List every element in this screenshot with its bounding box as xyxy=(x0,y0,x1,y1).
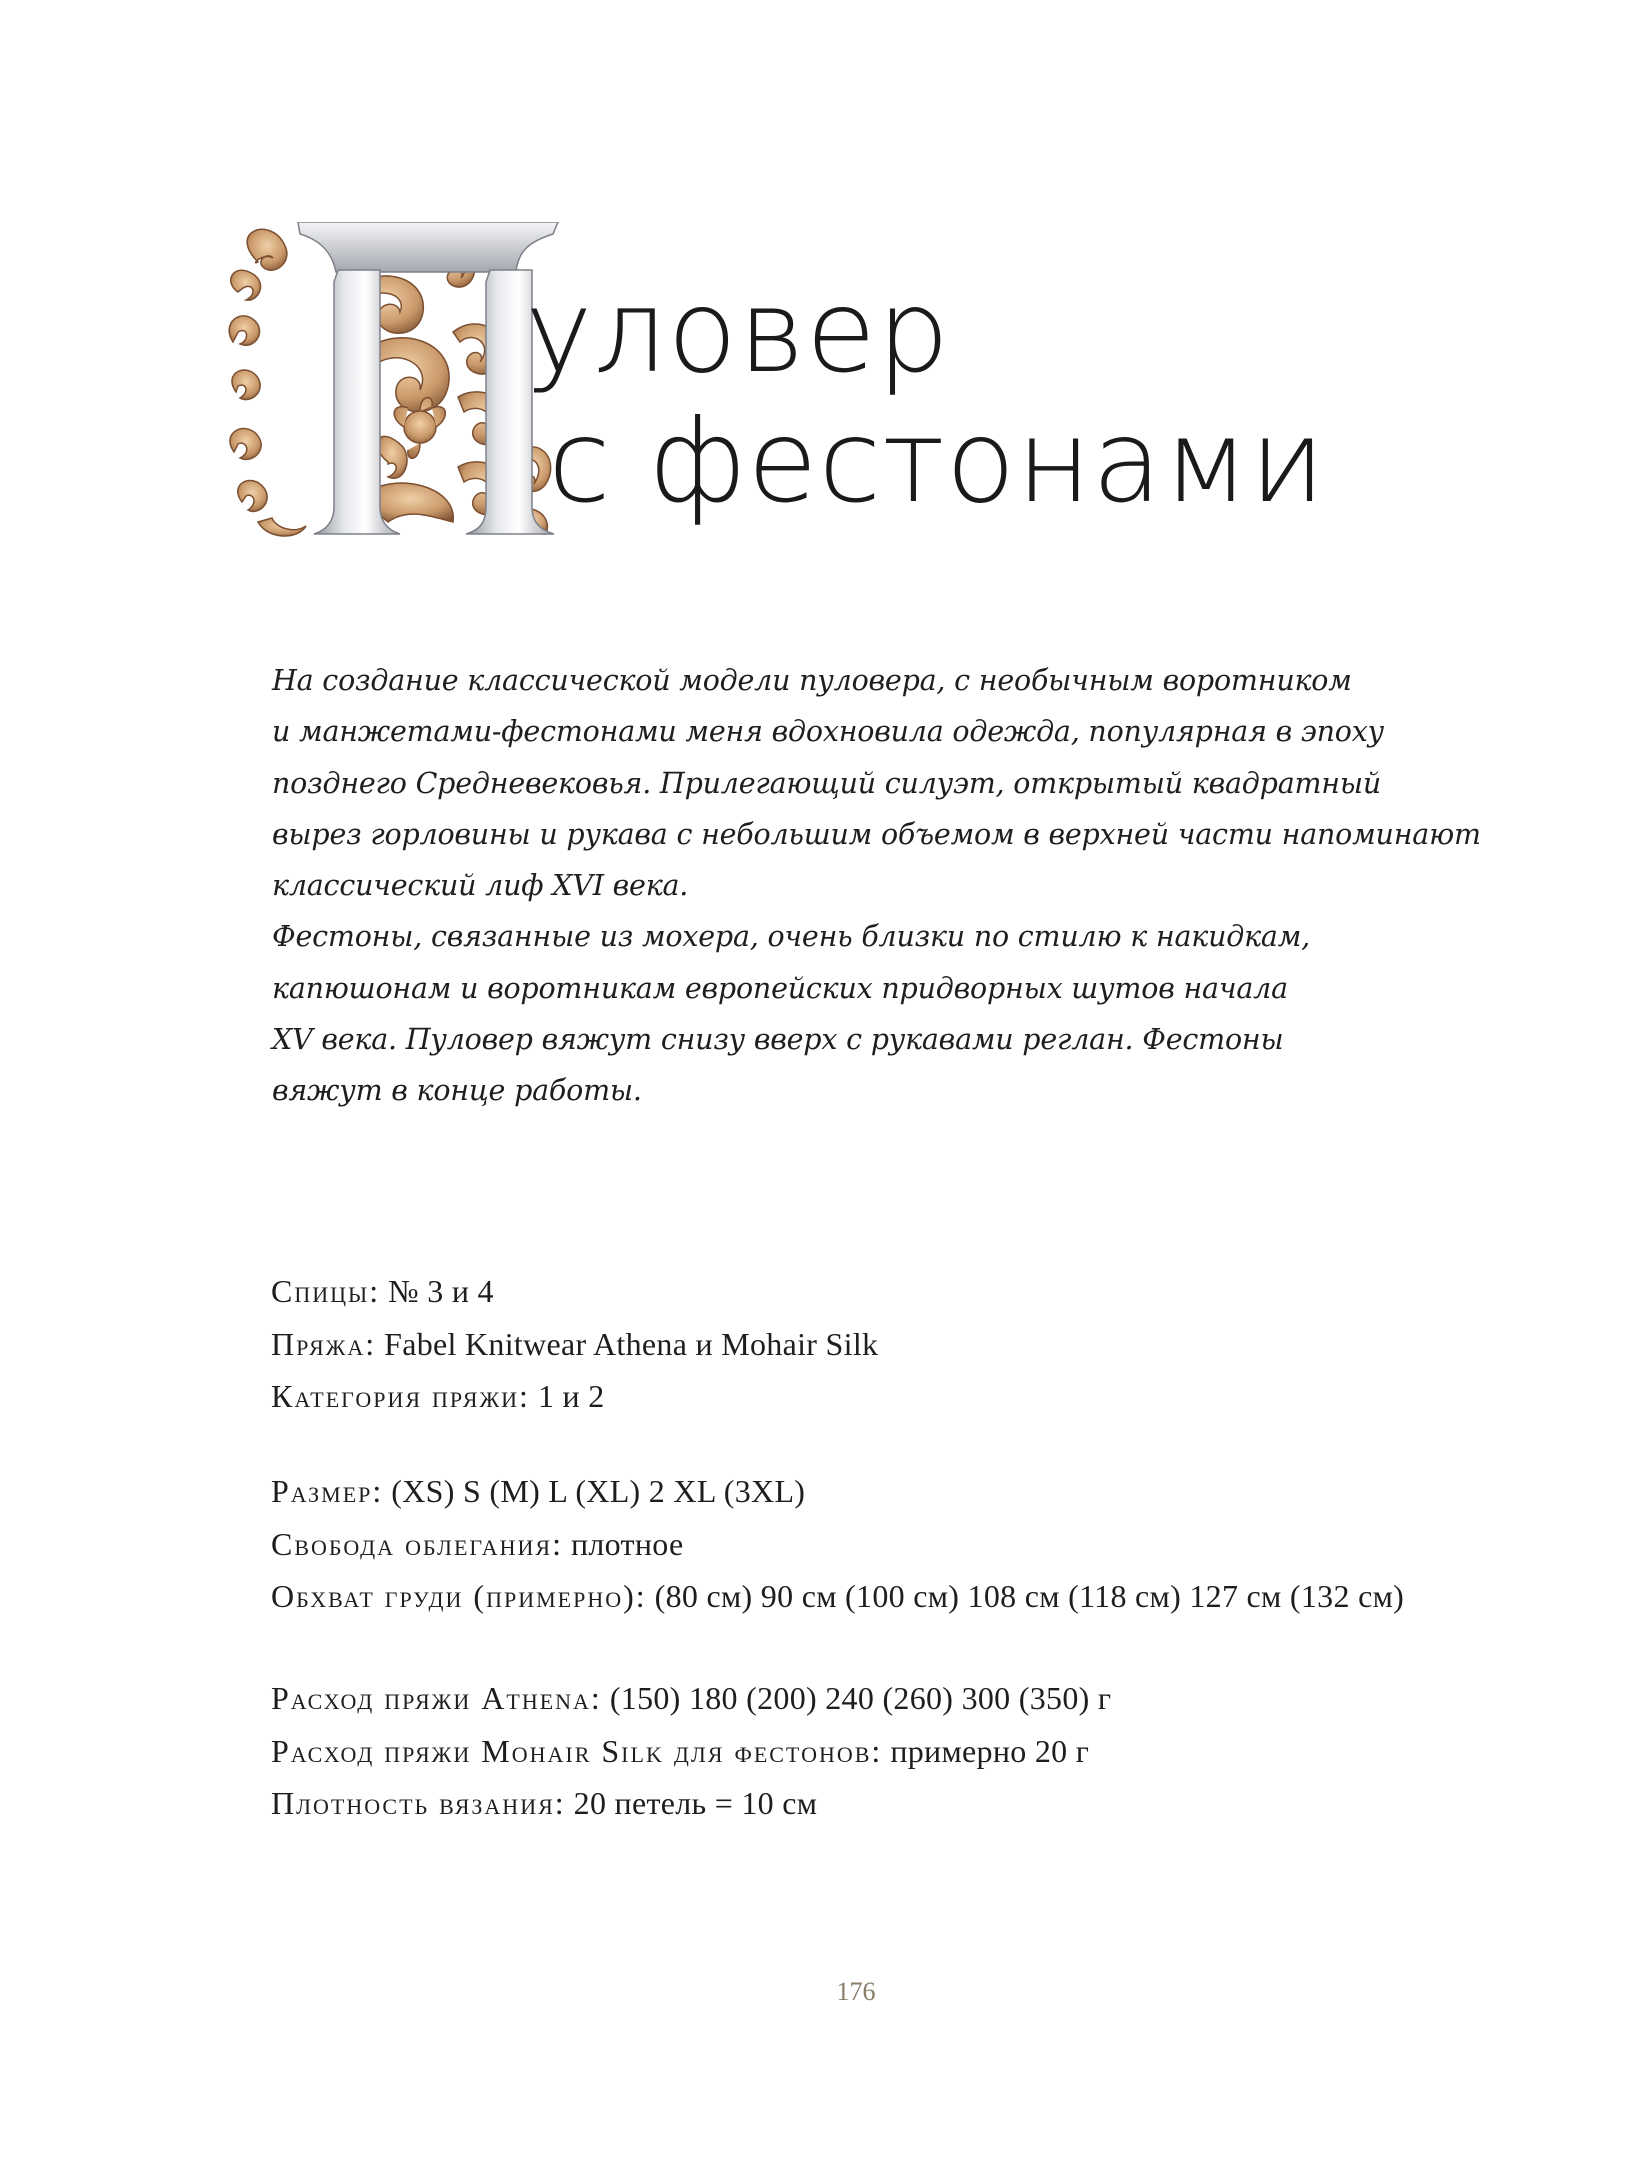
spec-value: № 3 и 4 xyxy=(388,1273,494,1309)
intro-line: XV века. Пуловер вяжут снизу вверх с рукавами реглан. Фестоны xyxy=(272,1023,1284,1057)
spec-value: 1 и 2 xyxy=(537,1378,605,1414)
spec-value: примерно 20 г xyxy=(890,1732,1090,1769)
intro-line: и манжетами-фестонами меня вдохновила одежда, популярная в эпоху xyxy=(272,715,1384,749)
spec-value: плотное xyxy=(570,1525,684,1562)
intro-line: Фестоны, связанные из мохера, очень близки по стилю к накидкам, xyxy=(272,920,1311,954)
spec-size xyxy=(271,1465,1404,1518)
spec-label: Пряжа: xyxy=(271,1325,377,1362)
specs-consumption xyxy=(271,1672,1111,1830)
intro-line: капюшонам и воротникам европейских придворных шутов начала xyxy=(272,971,1288,1005)
intro-line: На создание классической модели пуловера, с необычным воротником xyxy=(272,664,1352,697)
spec-label: Свобода облегания: xyxy=(271,1525,563,1562)
spec-needles xyxy=(271,1265,878,1318)
intro-line: классический лиф XVI века. xyxy=(272,869,689,903)
intro-line: вяжут в конце работы. xyxy=(272,1074,642,1108)
spec-value: Fabel Knitwear Athena и Mohair Silk xyxy=(384,1325,879,1362)
decorative-initial xyxy=(228,222,562,540)
title-line-1: уловер xyxy=(525,265,951,398)
spec-athena-usage xyxy=(271,1672,1111,1725)
spec-label: Расход пряжи Athena: xyxy=(271,1680,602,1716)
spec-value: 20 петель = 10 см xyxy=(573,1785,818,1821)
spec-label: Плотность вязания: xyxy=(271,1785,566,1821)
spec-value: (XS) S (M) L (XL) 2 XL (3XL) xyxy=(391,1473,806,1509)
spec-label: Категория пряжи: xyxy=(271,1378,530,1414)
spec-label: Расход пряжи Mohair Silk для фестонов: xyxy=(271,1732,883,1769)
spec-value: (150) 180 (200) 240 (260) 300 (350) г xyxy=(609,1680,1112,1716)
spec-mohair-usage xyxy=(271,1725,1111,1778)
specs-size-fit xyxy=(271,1465,1404,1623)
spec-value: (80 см) 90 см (100 см) 108 см (118 см) 127 см (132 см) xyxy=(654,1578,1405,1614)
spec-label: Спицы: xyxy=(271,1273,381,1309)
spec-gauge xyxy=(271,1777,1111,1830)
specs-needles-yarn xyxy=(271,1265,878,1423)
intro-paragraph xyxy=(272,655,1481,1117)
spec-yarn xyxy=(271,1318,878,1371)
spec-label: Обхват груди (примерно): xyxy=(271,1578,647,1614)
title-line-2: с фестонами xyxy=(548,395,1326,528)
intro-line: позднего Средневековья. Прилегающий силуэт, открытый квадратный xyxy=(272,766,1382,800)
spec-fit xyxy=(271,1518,1404,1571)
page-number: 176 xyxy=(836,1977,876,2006)
spec-yarn-category xyxy=(271,1370,878,1423)
spec-chest xyxy=(271,1570,1404,1623)
spec-label: Размер: xyxy=(271,1473,384,1509)
intro-line: вырез горловины и рукава с небольшим объемом в верхней части напоминают xyxy=(272,817,1481,851)
